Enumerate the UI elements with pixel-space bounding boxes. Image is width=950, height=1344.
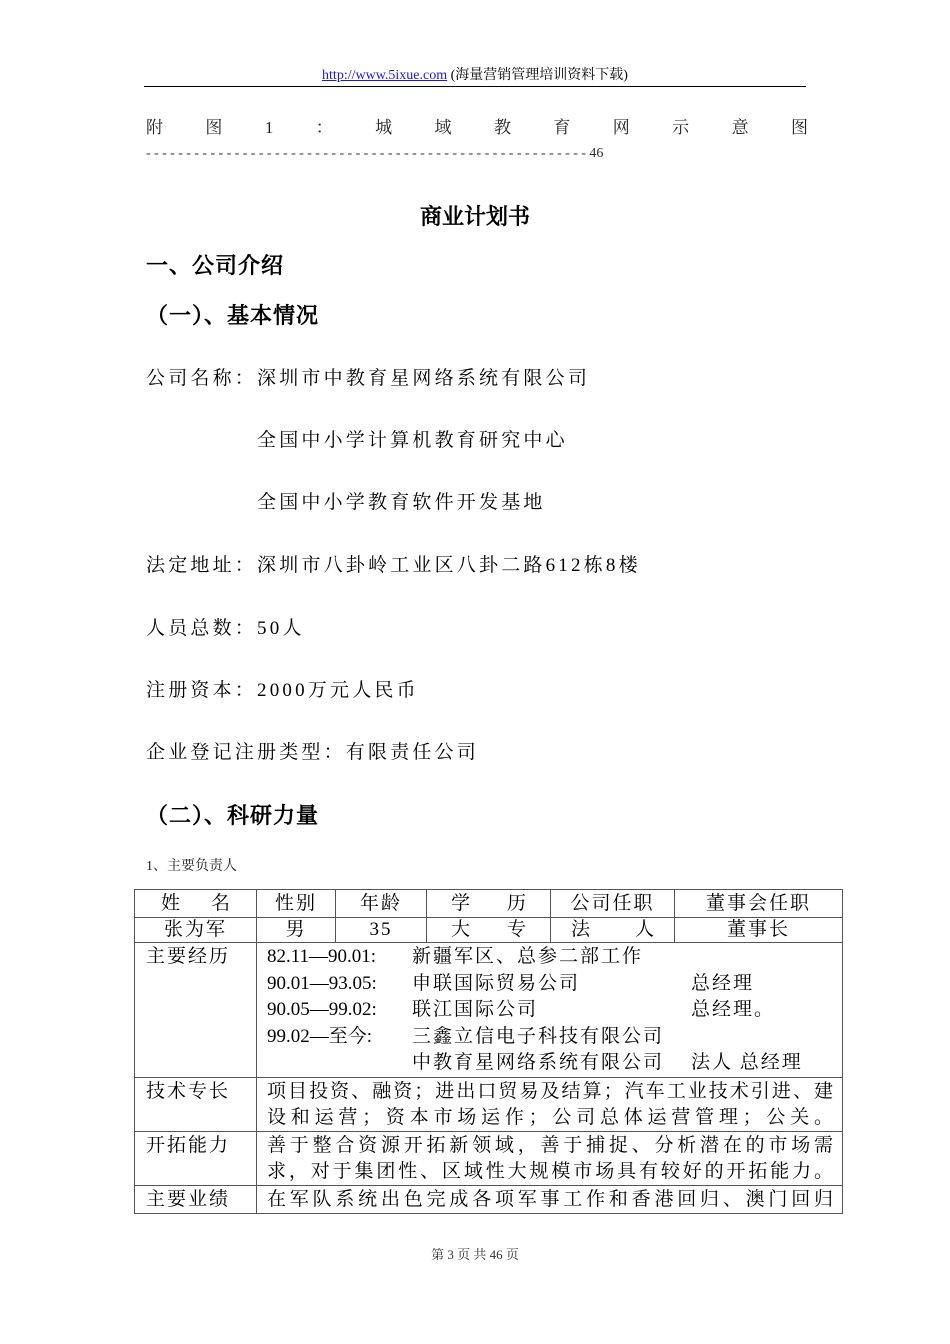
company-name-label: 公司名称： [146, 368, 258, 389]
list-item-key-people: 1、主要负责人 [146, 859, 237, 874]
person-name: 张为军 [135, 918, 257, 943]
ability-content [257, 1131, 843, 1185]
header-tagline: (海量营销管理培训资料下载) [447, 68, 628, 83]
achievement-label: 主要业绩 [135, 1185, 257, 1213]
staff-count: 人员总数：50人 [146, 618, 305, 639]
toc-char: 附 [146, 118, 163, 137]
toc-char: 1 [264, 118, 274, 137]
document-title: 商业计划书 [419, 204, 530, 229]
table-row-expertise [135, 1077, 843, 1131]
experience-entry [267, 1024, 833, 1051]
table-row-achievement [135, 1185, 843, 1213]
toc-leader [146, 144, 603, 164]
registration-type: 企业登记注册类型：有限责任公司 [146, 742, 480, 763]
toc-char: 网 [612, 118, 630, 137]
company-name-value: 深圳市中教育星网络系统有限公司 [257, 368, 591, 389]
page-footer: 第 3 页 共 46 页 [431, 1247, 519, 1262]
company-name-line [146, 367, 590, 391]
experience-org: 中教育星网络系统有限公司 [412, 1052, 665, 1074]
header-education: 学 历 [427, 890, 551, 918]
website-link[interactable]: http://www.5ixue.com [322, 68, 448, 83]
header-company-role: 公司任职 [551, 890, 675, 918]
experience-label: 主要经历 [135, 943, 257, 1078]
person-gender: 男 [257, 918, 336, 943]
experience-entry [267, 1050, 833, 1077]
experience-title: 法人 总经理 [691, 1052, 803, 1074]
toc-char: 示 [672, 118, 690, 137]
experience-entry [267, 971, 833, 998]
company-name-alt-2: 全国中小学教育软件开发基地 [257, 492, 546, 513]
toc-entry[interactable] [146, 117, 808, 139]
experience-date: 90.05—99.02: [267, 999, 377, 1021]
person-board-role: 董事长 [675, 918, 843, 943]
experience-entry [267, 997, 833, 1024]
experience-org: 三鑫立信电子科技有限公司 [412, 1025, 665, 1047]
experience-date: 99.02—至今: [267, 1025, 373, 1047]
expertise-line: 项目投资、融资；进出口贸易及结算；汽车工业技术引进、建 [267, 1080, 833, 1102]
experience-title [691, 1024, 841, 1051]
section-heading-company-intro: 一、公司介绍 [146, 253, 285, 278]
table-row-ability [135, 1131, 843, 1185]
toc-char: 意 [731, 118, 749, 137]
toc-char: 图 [790, 118, 808, 137]
person-education: 大 专 [427, 918, 551, 943]
header-name: 姓 名 [135, 890, 257, 918]
experience-title: 总经理。 [691, 999, 776, 1021]
toc-page-number: 46 [589, 146, 604, 161]
header-divider [144, 86, 806, 87]
toc-char: 育 [553, 118, 571, 137]
toc-char: 教 [493, 118, 511, 137]
experience-date: 82.11—90.01: [267, 946, 377, 967]
expertise-line: 设和运营；资本市场运作；公司总体运营管理；公关。 [267, 1106, 833, 1128]
table-row-experience [135, 943, 843, 1078]
experience-org: 新疆军区、总参二部工作 [412, 946, 644, 967]
toc-char: 图 [205, 118, 223, 137]
table-row [135, 918, 843, 943]
person-age: 35 [336, 918, 427, 943]
achievement-line: 在军队系统出色完成各项军事工作和香港回归、澳门回归 [267, 1188, 833, 1210]
subsection-heading-research: （二）、科研力量 [146, 803, 320, 828]
ability-line: 求，对于集团性、区域性大规模市场具有较好的开拓能力。 [267, 1160, 833, 1182]
achievement-content [257, 1185, 843, 1213]
experience-date [267, 1050, 412, 1077]
experience-title: 总经理 [691, 972, 755, 994]
toc-char: ： [315, 118, 333, 137]
experience-title [691, 944, 841, 971]
header-age: 年龄 [336, 890, 427, 918]
ability-label: 开拓能力 [135, 1131, 257, 1185]
expertise-label: 技术专长 [135, 1077, 257, 1131]
ability-line: 善于整合资源开拓新领域，善于捕捉、分析潜在的市场需 [267, 1134, 833, 1156]
toc-char: 城 [375, 118, 393, 137]
expertise-content [257, 1077, 843, 1131]
header-gender: 性别 [257, 890, 336, 918]
subsection-heading-basic-info: （一）、基本情况 [146, 303, 320, 328]
experience-entry [267, 944, 833, 971]
experience-date: 90.01—93.05: [267, 972, 377, 994]
toc-char: 域 [434, 118, 452, 137]
experience-org: 联江国际公司 [412, 999, 539, 1021]
person-company-role: 法 人 [551, 918, 675, 943]
registered-capital: 注册资本：2000万元人民币 [146, 680, 419, 701]
experience-org: 申联国际贸易公司 [412, 972, 581, 994]
company-name-alt-1: 全国中小学计算机教育研究中心 [257, 430, 568, 451]
table-header-row [135, 890, 843, 918]
header-board-role: 董事会任职 [675, 890, 843, 918]
key-person-table [134, 889, 843, 1214]
toc-leader-dashes: ------------------------------------------------------- [146, 146, 590, 161]
experience-content [257, 943, 843, 1078]
running-header [144, 66, 806, 86]
legal-address: 法定地址：深圳市八卦岭工业区八卦二路612栋8楼 [146, 555, 641, 576]
